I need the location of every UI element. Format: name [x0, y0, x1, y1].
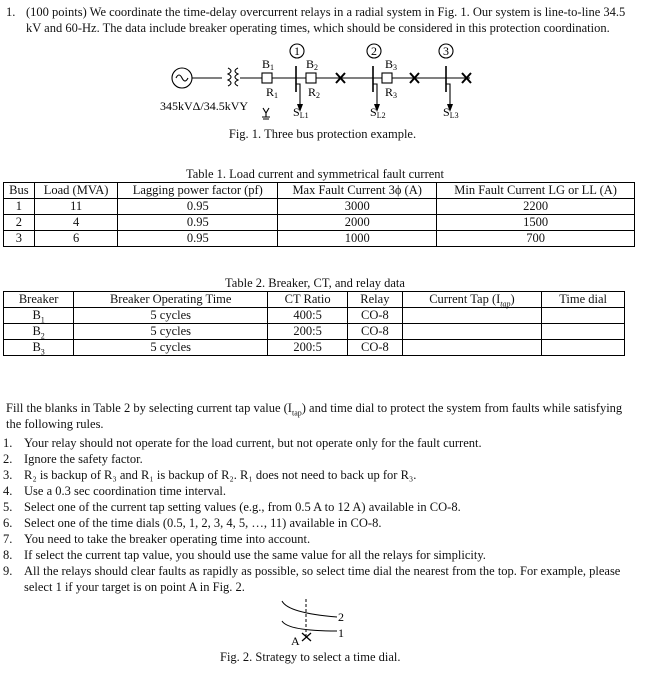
- cell: 0.95: [118, 199, 278, 215]
- table-header: Min Fault Current LG or LL (A): [437, 183, 635, 199]
- fig1-one-line-diagram: [0, 36, 645, 124]
- table-row: [4, 231, 635, 247]
- relay-r1-label: R1: [266, 85, 279, 100]
- breaker-b1-icon: [262, 73, 272, 83]
- cell: 1000: [278, 231, 437, 247]
- cell: 400:5: [268, 308, 348, 324]
- list-item: 5. Select one of the current tap setting values (e.g., from 0.5 A to 12 A) available in CO-8.: [3, 500, 461, 514]
- cell: CO-8: [348, 324, 403, 340]
- table2-header-row: [4, 292, 625, 308]
- cell: 11: [34, 199, 118, 215]
- load-sl2-label: SL2: [370, 105, 386, 120]
- table-header: CT Ratio: [268, 292, 348, 308]
- relay-r2-label: R2: [308, 85, 321, 100]
- table-header: Load (MVA): [34, 183, 118, 199]
- table-header: Max Fault Current 3ϕ (A): [278, 183, 437, 199]
- problem-intro: (100 points) We coordinate the time-delay overcurrent relays in a radial system in Fig. 1. Our system is line-to-line 34.5 kV and 60-Hz. The data include breaker operating times, which should be considered in this protection coordination.: [26, 5, 626, 35]
- cell: 3: [4, 231, 35, 247]
- cell: 1: [4, 199, 35, 215]
- cell: 0.95: [118, 231, 278, 247]
- time-dial-blank[interactable]: [542, 340, 625, 356]
- time-dial-blank[interactable]: [542, 308, 625, 324]
- bus-3-label: 3: [443, 44, 449, 58]
- curve-1: [282, 621, 337, 631]
- table1-caption: Table 1. Load current and symmetrical fault current: [185, 167, 445, 181]
- cell: 200:5: [268, 340, 348, 356]
- cell: 200:5: [268, 324, 348, 340]
- breaker-b2-label: B2: [306, 57, 319, 72]
- instructions: Fill the blanks in Table 2 by selecting current tap value $(I_{tap})$ and time dial to protect the system from faults while satisfying the following rules.: [6, 401, 623, 431]
- table-header: Lagging power factor (pf): [118, 183, 278, 199]
- curve-1-label: 1: [338, 626, 344, 640]
- list-item: 3. R₂ is backup of R₃ and R₁ is backup of R₂. R₁ does not need to back up for R₃.: [3, 468, 417, 482]
- cell: 0.95: [118, 215, 278, 231]
- table-row: [4, 215, 635, 231]
- table-header: Breaker Operating Time: [74, 292, 268, 308]
- fig2-caption: Fig. 2. Strategy to select a time dial.: [220, 650, 401, 664]
- fig1-caption: Fig. 1. Three bus protection example.: [228, 127, 417, 141]
- breaker-b1-label: B1: [262, 57, 275, 72]
- fig2-time-dial-diagram: [270, 597, 360, 647]
- load-sl1-label: SL1: [293, 105, 309, 120]
- list-item: 7. You need to take the breaker operating time into account.: [3, 532, 311, 546]
- breaker-b3-icon: [382, 73, 392, 83]
- load-sl3-label: SL3: [443, 105, 459, 120]
- table1-header-row: [4, 183, 635, 199]
- list-item: 1. Your relay should not operate for the load current, but not operate only for the fault current.: [3, 436, 482, 450]
- cell: 2: [4, 215, 35, 231]
- list-item: 8. If select the current tap value, you should use the same value for all the relays for simplicity.: [3, 548, 486, 562]
- time-dial-blank[interactable]: [542, 324, 625, 340]
- table-header: Breaker: [4, 292, 74, 308]
- list-item: 2. Ignore the safety factor.: [3, 452, 143, 466]
- table-header: Time dial: [542, 292, 625, 308]
- cell: CO-8: [348, 308, 403, 324]
- table-header: Bus: [4, 183, 35, 199]
- cell: 4: [34, 215, 118, 231]
- cell: 2200: [437, 199, 635, 215]
- table2: [3, 291, 625, 356]
- problem-statement: [0, 0, 645, 36]
- cell: 6: [34, 231, 118, 247]
- cell: 700: [437, 231, 635, 247]
- current-tap-blank[interactable]: [402, 308, 542, 324]
- transformer-icon: [228, 68, 231, 86]
- current-tap-blank[interactable]: [402, 324, 542, 340]
- bus-2-label: 2: [371, 44, 377, 58]
- cell: $B_1$: [4, 308, 74, 324]
- ground-icon: [262, 108, 270, 119]
- curve-2: [282, 601, 337, 617]
- breaker-b3-label: B3: [385, 57, 398, 72]
- breaker-b2-icon: [306, 73, 316, 83]
- table-row: [4, 340, 625, 356]
- list-item: 4. Use a 0.3 sec coordination time interval.: [3, 484, 227, 498]
- point-a-label: A: [291, 634, 300, 647]
- cell: 3000: [278, 199, 437, 215]
- cell: 5 cycles: [74, 308, 268, 324]
- curve-2-label: 2: [338, 610, 344, 624]
- cell: $B_3$: [4, 340, 74, 356]
- relay-r3-label: R3: [385, 85, 398, 100]
- transformer-label: 345kVΔ/34.5kVY: [160, 99, 249, 113]
- list-item: 6. Select one of the time dials (0.5, 1, 2, 3, 4, 5, …, 11) available in CO-8.: [3, 516, 382, 530]
- cell: $B_2$: [4, 324, 74, 340]
- table1: [3, 182, 635, 247]
- table-header: Current Tap $(I_{tap})$: [402, 292, 542, 308]
- problem-number: 1.: [6, 5, 16, 19]
- cell: 5 cycles: [74, 324, 268, 340]
- table-row: [4, 308, 625, 324]
- cell: 2000: [278, 215, 437, 231]
- current-tap-blank[interactable]: [402, 340, 542, 356]
- table-header: Relay: [348, 292, 403, 308]
- table-row: [4, 324, 625, 340]
- list-item: 9. All the relays should clear faults as rapidly as possible, so select time dial the nearest from the top. For example, please select 1 if your target is on point A in Fig. 2.: [3, 564, 621, 594]
- cell: CO-8: [348, 340, 403, 356]
- table2-caption: Table 2. Breaker, CT, and relay data: [225, 276, 405, 290]
- table-row: [4, 199, 635, 215]
- cell: 1500: [437, 215, 635, 231]
- bus-1-label: 1: [294, 44, 300, 58]
- cell: 5 cycles: [74, 340, 268, 356]
- rules-list: [0, 435, 630, 595]
